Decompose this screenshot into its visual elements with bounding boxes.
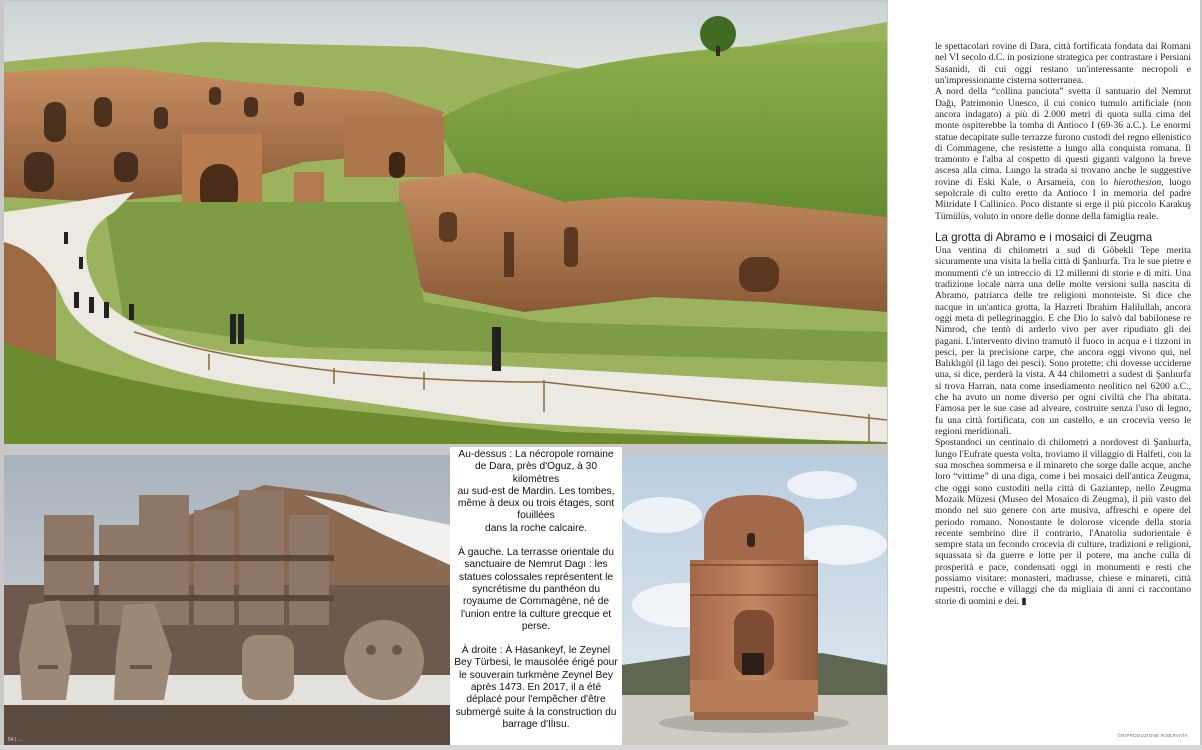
copyright-credit: ©RIPRODUZIONE RISERVATA [1117, 733, 1188, 738]
caption-above: Au-dessus : La nécropole romaine de Dara, près d'Oguz, à 30 kilomètres au sud-est de Mardin. Les tombes, même à deux ou trois étages, sont fouillées dans la roche calcaire. [457, 449, 615, 534]
article-paragraph-4: Spostandoci un centinaio di chilometri a nordovest di Şanlıurfa, lungo l'Eufrate questa volta, troviamo il villaggio di Halfeti, con la sua moschea sommersa e il minareto che sorge dalle acque, anche loro “vittime” di una diga, come i bei mosaici dell'antica Zeugma, che oggi sono custoditi nella città di Gaziantep, nello Zeugma Mozaik Müzesi (Museo del Mosaico di Zeugma), il più vasto del mondo nel suo genere con arte musiva, affreschi e opere del periodo romano. Nonostante le dolorose vicende della storia recente sembrino dire il contrario, l'Anatolia sudorientale è sempre stata un fecondo crocevia di culture, tradizioni e religioni, squassata sì da guerre e lotte per il potere, ma anche culla di prosperità e pace, condensati oggi in monumenti e resti che possiamo visitare: monasteri, madrasse, chiese e minareti, città rupestri, rocche e villaggi che da migliaia di anni ci raccontano storie di uomini e dei. ▮ [935, 437, 1191, 607]
article-paragraph-2: A nord della “collina panciuta” svetta il santuario del Nemrut Dağı, Patrimonio Unesco, il cui conico tumulo artificiale (non ancora indagato) a più di 2.000 metri di quota sulla cima del monte ospiterebbe la tomba di Antioco I (69-36 a.C.). Le enormi statue decapitate sulle terrazze furono custodi del regno ellenistico di Commagene, che resistette a lungo alla conquista romana. Il tramonto e l'alba al cospetto di questi giganti valgono la breve ascesa alla cima. Lungo la strada si trovano anche le suggestive rovine di Eski Kale, o Arsameia, con lo hierothesion, luogo sepolcrale di culto eretto da Antioco I in memoria del padre Mitridate I Callinico. Poco distante si erge il più piccolo Karakuş Tümülüs, voluto in onore delle donne della famiglia reale. [935, 86, 1191, 222]
caption-left: À gauche. La terrasse orientale du sanctuaire de Nemrut Dagı : les statues colossales représentent le syncrétisme du panthéon du royaume de Commagène, né de l'union entre la culture grecque et perse. [458, 547, 614, 632]
article-page [888, 0, 1200, 745]
photo-caption [450, 447, 622, 745]
bottom-strip [0, 745, 1202, 750]
hierothesion-term: hierothesion, [1113, 176, 1164, 188]
article-paragraph-1: le spettacolari rovine di Dara, città fortificata fondata dai Romani nel VI secolo d.C. in posizione strategica per contrastare i Persiani Sasanidi, di cui oggi restano un'interessante necropoli e un'impressionante cisterna sotterranea. [935, 41, 1191, 86]
article-paragraph-3: Una ventina di chilometri a sud di Göbekli Tepe merita sicuramente una visita la bella città di Şanlıurfa. Tra le sue pietre e monumenti c'è un intreccio di 12 millenni di storie e di miti. Una tradizione locale narra una delle molte versioni sulla nascita di Abramo, patriarca delle tre religioni monoteiste. Si dice che nacque in un'antica grotta, la Hazreti Ibrahim Halilullah, ancora oggi meta di pellegrinaggio. E che Dio lo salvò dal babilonese re Nimrod, che tentò di arderlo vivo per aver ripudiato gli dei pagani. L'intervento divino tramutò il fuoco in acqua e i tizzoni in pesci, per la precisione carpe, che ancora oggi vivono qui, nel Balıklıgöl (il lago dei pesci). Sono protette: chi dovesse ucciderne una, si dice, perderà la vista. A 44 chilometri a sudest di Şanlıurfa si trova Harran, nata come insediamento neolitico nel 6200 a.C., che ha avuto un nome diverso per ogni civiltà che l'ha abitata. Famosa per le sue case ad alveare, costruite senza l'uso di legno, fu una città fortificata, con un castello, e un crocevia verso le regioni meridionali. [935, 245, 1191, 437]
caption-right: À droite : À Hasankeyf, le Zeynel Bey Türbesi, le mausolée érigé pour le souverain turkmène Zeynel Bey après 1473. En 2017, il a été déplacé pour l'empêcher d'être submergé suite à la construction du barrage d'Ilısu. [454, 645, 618, 730]
zeynel-bey-turbesi-photo [622, 455, 887, 745]
dara-necropolis-photo [4, 2, 887, 444]
nemrut-dagi-photo [4, 455, 450, 745]
page-number: 54 | ... [8, 737, 22, 743]
article-subheading: La grotta di Abramo e i mosaici di Zeugma [935, 231, 1153, 244]
article-text-column [935, 41, 1191, 607]
